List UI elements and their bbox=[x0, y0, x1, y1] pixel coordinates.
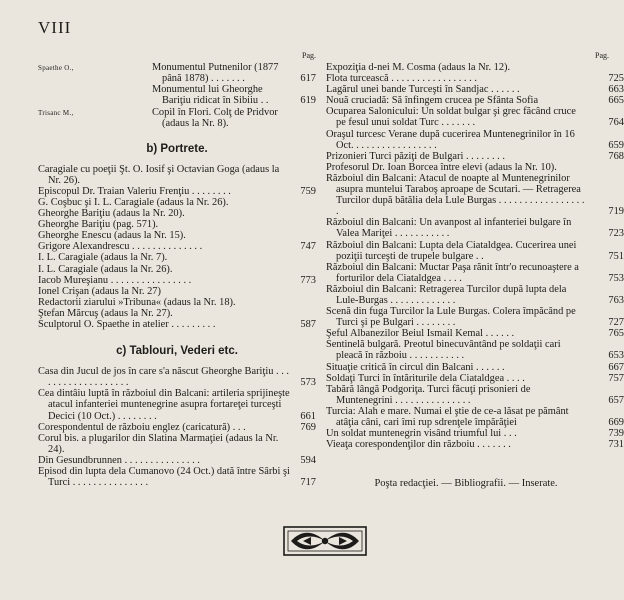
entry-title: Soldaţi Turci în întăriturile dela Ciataldgea . . . . bbox=[326, 372, 525, 384]
index-entry bbox=[38, 208, 316, 219]
entry-title: Ocuparea Salonicului: Un soldat bulgar şi grec făcând cruce pe fesul unui soldat Turc . . . . . . . bbox=[326, 106, 576, 129]
index-entry bbox=[326, 217, 624, 240]
entry-title: Din Gesundbrunnen . . . . . . . . . . . . . . . bbox=[38, 454, 200, 466]
page-ref: 753 bbox=[608, 272, 624, 284]
page-ref: 717 bbox=[300, 477, 316, 489]
index-entry bbox=[326, 283, 624, 306]
index-entry bbox=[38, 455, 316, 466]
index-entry bbox=[38, 230, 316, 241]
page-ref: 667 bbox=[608, 361, 624, 373]
entry-title: Scenă din fuga Turcilor la Lule Burgas. Colera împăcând pe Turci şi pe Bulgari . . . . . . . . bbox=[326, 306, 576, 329]
page-ref: 617 bbox=[300, 73, 316, 85]
entry-title: Iacob Mureşianu . . . . . . . . . . . . . . . . bbox=[38, 274, 192, 286]
index-entry bbox=[326, 383, 624, 406]
page-ref: 731 bbox=[608, 439, 624, 451]
page-ref: 759 bbox=[300, 185, 316, 197]
section-title-portrete: b) Portrete. bbox=[146, 142, 208, 155]
index-entry bbox=[38, 275, 316, 286]
page-ref: 723 bbox=[608, 228, 624, 240]
entry-title: Ionel Crişan (adaus la Nr. 27) bbox=[38, 285, 161, 297]
right-list bbox=[326, 62, 624, 451]
author-block bbox=[38, 62, 316, 106]
page-ref: 768 bbox=[608, 150, 624, 162]
index-entry bbox=[326, 150, 624, 162]
entry-title: Profesorul Dr. Ioan Borcea între elevi (adaus la Nr. 10). bbox=[326, 161, 557, 173]
entry-title: Războiul din Balcani: Retragerea Turcilor după lupta dela Lule-Burgas . . . . . . . . . . . . . bbox=[326, 283, 567, 306]
tablouri-list bbox=[38, 366, 316, 488]
entry-title: Sentinelă bulgară. Preotul binecuvântând pe soldaţii cari pleacă în războiu . . . . . . . . . . . bbox=[326, 339, 561, 362]
index-entry bbox=[38, 164, 316, 186]
entry-title: Războiul din Balcani: Muctar Paşa rănit într'o recunoaştere a forturilor dela Ciataldgea . . . . bbox=[326, 261, 579, 284]
page-ref: 669 bbox=[608, 417, 624, 428]
page-ref: 661 bbox=[300, 410, 316, 422]
index-entry bbox=[38, 252, 316, 263]
index-entry bbox=[326, 128, 624, 151]
page-ref: 657 bbox=[608, 394, 624, 406]
index-entry bbox=[38, 319, 316, 330]
entry-title: Războiul din Balcani: Un avanpost al infanteriei bulgare în Valea Mariţei . . . . . . . . . . . bbox=[326, 217, 572, 240]
page-ref: 757 bbox=[608, 372, 624, 384]
index-entry bbox=[326, 62, 606, 73]
entry-title: Ştefan Mărcuş (adaus la Nr. 27). bbox=[38, 307, 173, 319]
entry-title: Turcia: Alah e mare. Numai el ştie de ce-a lăsat pe pământ atâţia câni, cari îmi rup sdrenţele împărăţiei bbox=[326, 405, 569, 428]
author-block bbox=[38, 107, 316, 129]
entry-title: Războiul din Balcani: Atacul de noapte al Muntenegrinilor asupra muntelui Taraboş aproape de Scutari. — Retragerea Turcilor după bătălia dela Lule Burgas . . . . . . . . . . . . . . . . . . bbox=[326, 172, 585, 218]
page-number: VIII bbox=[38, 18, 72, 37]
index-entry bbox=[38, 422, 316, 433]
index-entry bbox=[38, 466, 316, 488]
entry-title: Corespondentul de războiu englez (caricatură) . . . bbox=[38, 421, 246, 433]
page-ref: 653 bbox=[608, 350, 624, 362]
index-entry bbox=[326, 306, 624, 329]
index-entry bbox=[38, 264, 316, 275]
entry-title: Grigore Alexandrescu . . . . . . . . . . . . . . bbox=[38, 241, 203, 253]
page-ref: 764 bbox=[608, 117, 624, 129]
page-ref: 769 bbox=[300, 421, 316, 433]
entry-title: Episcopul Dr. Traian Valeriu Frenţiu . . . . . . . . bbox=[38, 185, 231, 197]
page-ref: 727 bbox=[608, 317, 624, 329]
entry-title: Casa din Jucul de jos în care s'a născut Gheorghe Bariţiu . . . . . . . . . . . . . . . . . . . bbox=[38, 366, 289, 389]
author-name: Trisanc M., bbox=[38, 109, 74, 118]
index-entry bbox=[326, 172, 624, 218]
entry-title: Flota turcească . . . . . . . . . . . . . . . . . bbox=[326, 73, 477, 85]
entry-title: Episod din lupta dela Cumanovo (24 Oct.) dată între Sârbi şi Turci . . . . . . . . . . . . . . . bbox=[38, 466, 290, 489]
page-ref: 619 bbox=[300, 95, 316, 107]
index-entry: Monumentul Putnenilor (1877 până 1878) . . . . . . . 617 bbox=[152, 62, 316, 85]
entry-title: G. Coşbuc şi I. L. Caragiale (adaus la Nr. 26). bbox=[38, 196, 229, 208]
entry-title: Redactorii ziarului »Tribuna« (adaus la Nr. 18). bbox=[38, 296, 236, 308]
page-ref: 587 bbox=[300, 318, 316, 330]
index-entry bbox=[326, 162, 606, 173]
ornament-vignette bbox=[283, 526, 367, 556]
entry-title: Gheorghe Enescu (adaus la Nr. 15). bbox=[38, 230, 186, 242]
page-ref: 665 bbox=[608, 95, 624, 107]
index-entry bbox=[38, 366, 316, 388]
entry-title: I. L. Caragiale (adaus la Nr. 26). bbox=[38, 263, 173, 275]
index-entry bbox=[326, 261, 624, 284]
entry-title: Expoziţia d-nei M. Cosma (adaus la Nr. 12). bbox=[326, 62, 511, 73]
footer-note: Poşta redacţiei. — Bibliografii. — Inserate. bbox=[374, 478, 558, 490]
author-name: Spaethe O., bbox=[38, 64, 74, 72]
entry-title: Cea dintâiu luptă în războiul din Balcani: artileria sprijineşte atacul infanteriei muntenegrine asupra fortareţei turceşti Decici (10 Oct.) . . . . . . . . bbox=[38, 388, 290, 422]
index-entry bbox=[38, 286, 316, 297]
index-entry bbox=[326, 428, 624, 440]
index-entry bbox=[326, 106, 624, 129]
page-ref: 763 bbox=[608, 294, 624, 306]
index-entry bbox=[38, 186, 316, 197]
section-title-tablouri: c) Tablouri, Vederi etc. bbox=[116, 345, 238, 358]
entry-title: Situaţie critică în circul din Balcani . . . . . . bbox=[326, 361, 505, 373]
index-entry bbox=[326, 339, 624, 362]
page-ref: 659 bbox=[608, 139, 624, 151]
page-ref: 739 bbox=[608, 428, 624, 440]
index-entry bbox=[326, 361, 624, 373]
index-entry bbox=[38, 297, 316, 308]
index-entry bbox=[38, 308, 316, 319]
index-entry bbox=[326, 73, 624, 85]
index-entry: Monumentul lui Gheorghe Bariţiu ridicat în Sibiiu . . 619 bbox=[152, 84, 316, 107]
entry-title: Şeful Albanezilor Beiul Ismail Kemal . . . . . . bbox=[326, 328, 515, 340]
index-entry bbox=[326, 405, 624, 428]
page-ref: 765 bbox=[608, 328, 624, 340]
entry-title: Lagărul unei bande Turceşti în Sandjac . . . . . . bbox=[326, 84, 520, 96]
portrete-list bbox=[38, 164, 316, 330]
page-ref: 594 bbox=[300, 454, 316, 466]
entry-title: Caragiale cu poeţii Şt. O. Iosif şi Octavian Goga (adaus la Nr. 26). bbox=[38, 163, 280, 186]
index-entry bbox=[38, 388, 316, 421]
page-ref: 751 bbox=[608, 250, 624, 262]
index-entry bbox=[326, 95, 624, 107]
entry-title: Prizonieri Turci păziţi de Bulgari . . . . . . . . bbox=[326, 150, 505, 162]
page-ref: 773 bbox=[300, 274, 316, 286]
index-entry bbox=[326, 84, 624, 96]
index-entry: Copil în Flori. Colţ de Pridvor (adaus la Nr. 8). bbox=[152, 107, 278, 130]
entry-title: Un soldat muntenegrin visând triumful lui . . . bbox=[326, 428, 517, 440]
left-column bbox=[38, 50, 316, 488]
entry-title: Nouă cruciadă: Să înfingem crucea pe Sfânta Sofia bbox=[326, 95, 539, 107]
index-entry bbox=[38, 197, 316, 208]
page-ref: 719 bbox=[608, 206, 624, 218]
index-entry bbox=[326, 328, 624, 340]
page-ref: 725 bbox=[608, 73, 624, 85]
entry-title: Sculptorul O. Spaethe in atelier . . . . . . . . . bbox=[38, 318, 216, 330]
index-entry bbox=[38, 433, 316, 455]
entry-title: Gheorghe Bariţiu (pag. 571). bbox=[38, 219, 159, 231]
entry-title: Tabără lângă Podgoriţa. Turci făcuţi prisonieri de Muntenegrini . . . . . . . . . . . . . . . bbox=[326, 383, 531, 406]
right-column bbox=[326, 50, 624, 490]
entry-title: Corul bis. a plugarilor din Slatina Marmaţiei (adaus la Nr. 24). bbox=[38, 432, 279, 455]
pag-header: Pag. bbox=[302, 51, 316, 60]
entry-title: Vieaţa corespondenţilor din războiu . . . . . . . bbox=[326, 439, 511, 451]
entry-title: Gheorghe Bariţiu (adaus la Nr. 20). bbox=[38, 208, 185, 220]
entry-title: Războiul din Balcani: Lupta dela Ciataldgea. Cucerirea unei poziţii turceşti de trupele bulgare . . bbox=[326, 239, 577, 262]
index-entry bbox=[326, 372, 624, 384]
entry-title: Oraşul turcesc Verane după cucerirea Muntenegrinilor în 16 Oct. . . . . . . . . . . . . . . . . bbox=[326, 128, 575, 151]
index-entry bbox=[38, 241, 316, 252]
pag-header: Pag. bbox=[595, 51, 609, 60]
entry-title: I. L. Caragiale (adaus la Nr. 7). bbox=[38, 252, 168, 264]
index-entry bbox=[326, 239, 624, 262]
page-ref: 573 bbox=[300, 377, 316, 389]
index-entry bbox=[326, 439, 624, 451]
index-entry bbox=[38, 219, 316, 230]
page-ref: 747 bbox=[300, 241, 316, 253]
page-ref: 663 bbox=[608, 84, 624, 96]
